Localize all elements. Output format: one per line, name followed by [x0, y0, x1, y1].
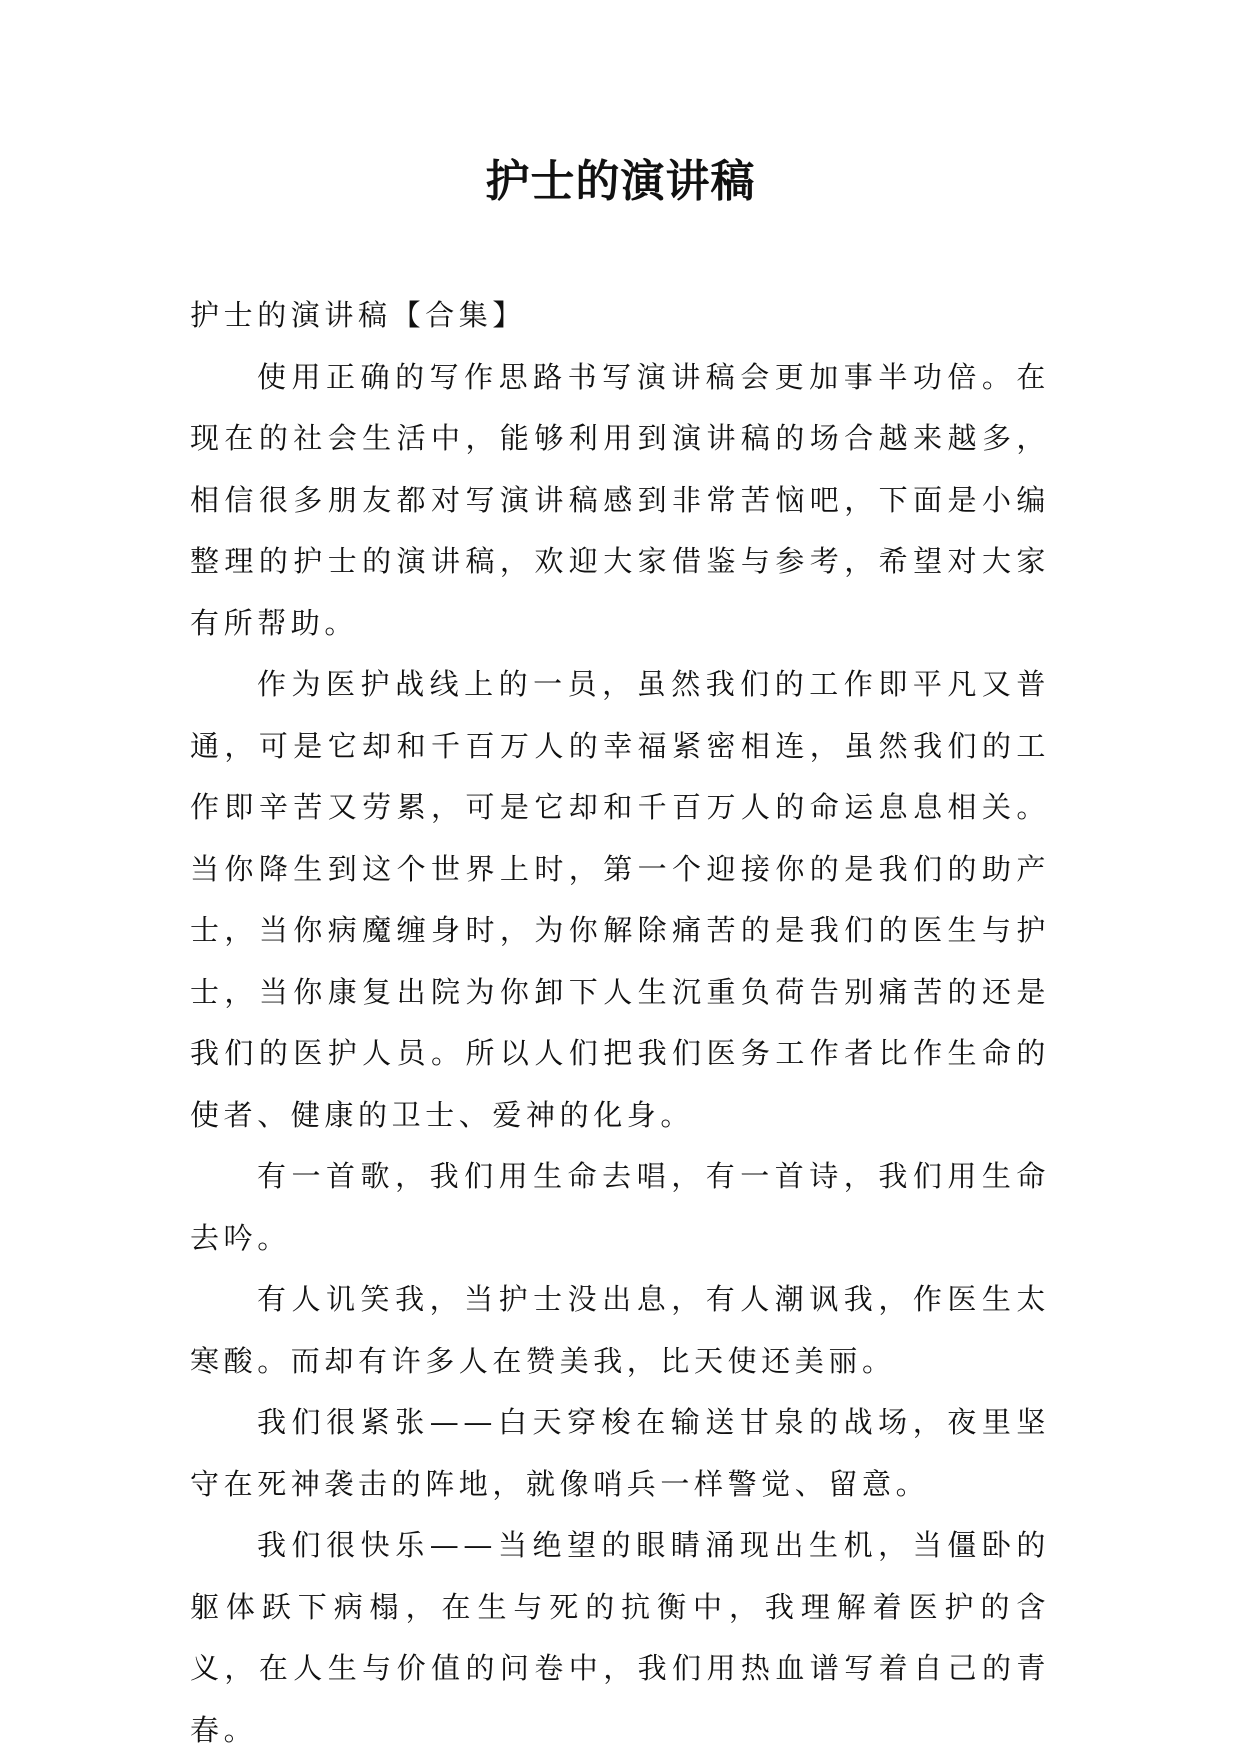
paragraph-role: 作为医护战线上的一员，虽然我们的工作即平凡又普通，可是它却和千百万人的幸福紧密相连，虽然我们的工作即辛苦又劳累，可是它却和千百万人的命运息息相关。当你降生到这个世界上时，第一个迎接你的是我们的助产士，当你病魔缠身时，为你解除痛苦的是我们的医生与护士，当你康复出院为你卸下人生沉重负荷告别痛苦的还是我们的医护人员。所以人们把我们医务工作者比作生命的使者、健康的卫士、爱神的化身。 — [190, 667, 1050, 1132]
paragraph-song: 有一首歌，我们用生命去唱，有一首诗，我们用生命去吟。 — [190, 1159, 1050, 1255]
paragraph-happy: 我们很快乐——当绝望的眼睛涌现出生机，当僵卧的躯体跃下病榻，在生与死的抗衡中，我理解着医护的含义，在人生与价值的问卷中，我们用热血谱写着自己的青春。 — [190, 1528, 1050, 1747]
document-title: 护士的演讲稿 — [485, 156, 756, 207]
paragraph-intro: 使用正确的写作思路书写演讲稿会更加事半功倍。在现在的社会生活中，能够利用到演讲稿的场合越来越多，相信很多朋友都对写演讲稿感到非常苦恼吧，下面是小编整理的护士的演讲稿，欢迎大家借鉴与参考，希望对大家有所帮助。 — [190, 359, 1050, 640]
subtitle-line: 护士的演讲稿【合集】 — [190, 298, 527, 332]
document-body — [190, 285, 1050, 1761]
paragraph-mockery: 有人讥笑我，当护士没出息，有人潮讽我，作医生太寒酸。而却有许多人在赞美我，比天使还美丽。 — [190, 1282, 1050, 1378]
paragraph-tense: 我们很紧张——白天穿梭在输送甘泉的战场，夜里坚守在死神袭击的阵地，就像哨兵一样警觉、留意。 — [190, 1405, 1050, 1501]
